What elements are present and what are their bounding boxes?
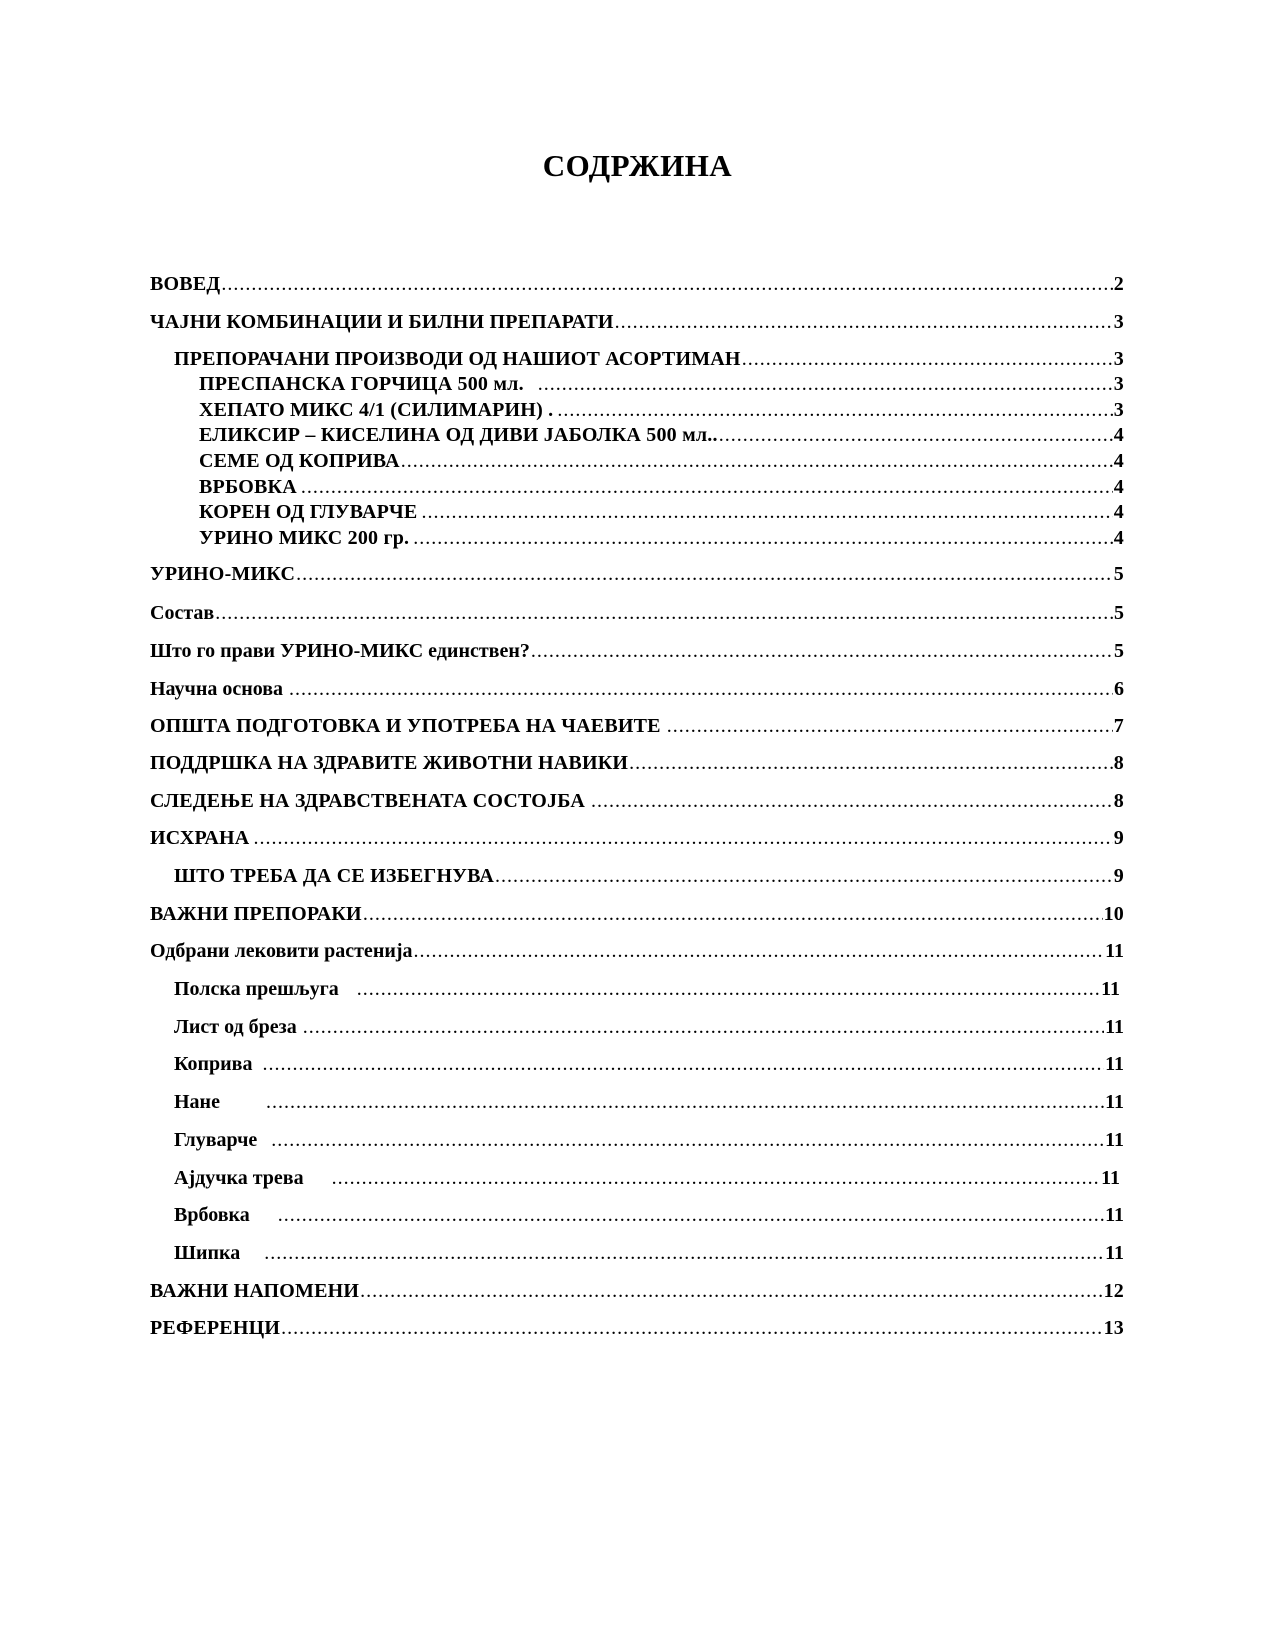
toc-entry-page: 4 — [1113, 501, 1124, 523]
toc-entry-page: 5 — [1113, 563, 1124, 585]
toc-entry-label: Глуварче — [174, 1129, 258, 1151]
toc-entry-label: Состав — [150, 602, 215, 624]
toc-entry-page: 11 — [1101, 1167, 1120, 1189]
toc-entry-page: 11 — [1101, 978, 1120, 1000]
dot-leader — [531, 639, 1113, 663]
toc-entry-page: 9 — [1113, 827, 1124, 849]
toc-entry[interactable] — [174, 1128, 1124, 1152]
dot-leader — [421, 500, 1112, 524]
toc-entry[interactable] — [150, 639, 1124, 663]
toc-entry-page: 9 — [1113, 865, 1124, 887]
toc-entry-page: 5 — [1114, 640, 1124, 662]
toc-entry-page: 11 — [1105, 1016, 1124, 1038]
toc-entry[interactable] — [150, 714, 1124, 738]
toc-entry[interactable] — [150, 562, 1124, 586]
dot-leader — [221, 272, 1112, 296]
toc-entry-page: 11 — [1105, 1091, 1124, 1113]
toc-entry-label: Врбовка — [174, 1204, 250, 1226]
toc-entry-page: 4 — [1113, 527, 1124, 549]
toc-entry-page: 3 — [1113, 348, 1124, 370]
toc-entry[interactable] — [199, 398, 1124, 422]
toc-entry-page: 13 — [1103, 1317, 1124, 1339]
toc-entry-label: ПРЕПОРАЧАНИ ПРОИЗВОДИ ОД НАШИОТ АСОРТИМАН — [174, 348, 741, 370]
toc-entry[interactable] — [174, 864, 1124, 888]
toc-entry-label: ВОВЕД — [150, 273, 221, 295]
toc-entry-label: УРИНО-МИКС — [150, 563, 296, 585]
dot-leader — [414, 939, 1105, 963]
dot-leader — [742, 347, 1113, 371]
toc-entry[interactable] — [150, 272, 1124, 296]
toc-entry-label: Научна основа — [150, 678, 284, 700]
toc-entry[interactable] — [199, 526, 1124, 550]
toc-entry-label: ХЕПАТО МИКС 4/1 (СИЛИМАРИН) . — [199, 399, 554, 421]
toc-entry-label: РЕФЕРЕНЦИ — [150, 1317, 281, 1339]
dot-leader — [557, 398, 1112, 422]
dot-leader — [278, 1203, 1104, 1227]
dot-leader — [538, 372, 1113, 396]
toc-entry-page: 2 — [1113, 273, 1124, 295]
toc-entry-label: ЧАЈНИ КОМБИНАЦИИ И БИЛНИ ПРЕПАРАТИ — [150, 311, 614, 333]
page-title: СОДРЖИНА — [542, 148, 733, 183]
toc-entry-page: 3 — [1113, 311, 1124, 333]
toc-entry[interactable] — [174, 977, 1120, 1001]
toc-entry-page: 10 — [1103, 903, 1124, 925]
toc-entry[interactable] — [199, 449, 1124, 473]
dot-leader — [360, 1279, 1102, 1303]
toc-entry-label: ВРБОВКА — [199, 476, 297, 498]
toc-entry[interactable] — [174, 1090, 1124, 1114]
toc-entry-page: 12 — [1103, 1280, 1124, 1302]
dot-leader — [271, 1128, 1104, 1152]
toc-entry[interactable] — [174, 1166, 1120, 1190]
toc-entry-page: 7 — [1113, 715, 1124, 737]
dot-leader — [615, 310, 1113, 334]
toc-entry[interactable] — [150, 1279, 1124, 1303]
toc-entry-label: Коприва — [174, 1053, 253, 1075]
toc-entry-page: 3 — [1113, 373, 1124, 395]
dot-leader — [215, 601, 1113, 625]
toc-entry-page: 3 — [1113, 399, 1124, 421]
toc-entry-label: Што го прави УРИНО-МИКС единствен? — [150, 640, 530, 662]
toc-entry-label: ИСХРАНА — [150, 827, 250, 849]
dot-leader — [289, 677, 1113, 701]
dot-leader — [303, 1015, 1104, 1039]
dot-leader — [363, 902, 1103, 926]
toc-entry-label: Ајдучка трева — [174, 1167, 304, 1189]
dot-leader — [281, 1316, 1102, 1340]
toc-entry[interactable] — [150, 677, 1124, 701]
toc-entry[interactable] — [199, 475, 1124, 499]
toc-entry-label: ШТО ТРЕБА ДА СЕ ИЗБЕГНУВА — [174, 865, 495, 887]
toc-entry-page: 6 — [1114, 678, 1124, 700]
toc-entry[interactable] — [150, 1316, 1124, 1340]
toc-entry[interactable] — [174, 1052, 1124, 1076]
toc-entry-label: ВАЖНИ НАПОМЕНИ — [150, 1280, 360, 1302]
toc-entry-label: Полска прешљуга — [174, 978, 339, 1000]
toc-entry-page: 11 — [1105, 940, 1124, 962]
toc-entry-page: 5 — [1114, 602, 1124, 624]
toc-entry[interactable] — [174, 1241, 1124, 1265]
dot-leader — [591, 789, 1113, 813]
dot-leader — [296, 562, 1113, 586]
toc-entry[interactable] — [199, 372, 1124, 396]
dot-leader — [629, 751, 1113, 775]
toc-entry[interactable] — [174, 347, 1124, 371]
toc-entry-page: 4 — [1113, 424, 1124, 446]
toc-entry[interactable] — [150, 601, 1124, 625]
dot-leader — [332, 1166, 1101, 1190]
toc-entry[interactable] — [150, 751, 1124, 775]
toc-entry-label: Шипка — [174, 1242, 241, 1264]
dot-leader — [301, 475, 1113, 499]
toc-entry-label: ВАЖНИ ПРЕПОРАКИ — [150, 903, 362, 925]
toc-entry-label: Лист од бреза — [174, 1016, 297, 1038]
dot-leader — [401, 449, 1113, 473]
dot-leader — [253, 826, 1112, 850]
toc-entry-label: СЕМЕ ОД КОПРИВА — [199, 450, 400, 472]
toc-entry[interactable] — [199, 500, 1124, 524]
toc-entry-label: КОРЕН ОД ГЛУВАРЧЕ — [199, 501, 418, 523]
toc-entry-page: 11 — [1105, 1129, 1124, 1151]
dot-leader — [413, 526, 1113, 550]
toc-entry[interactable] — [174, 1203, 1124, 1227]
toc-entry-page: 11 — [1105, 1053, 1124, 1075]
toc-entry[interactable] — [150, 789, 1124, 813]
toc-entry-label: ОПШТА ПОДГОТОВКА И УПОТРЕБА НА ЧАЕВИТЕ — [150, 715, 661, 737]
toc-entry-page: 4 — [1113, 450, 1124, 472]
dot-leader — [667, 714, 1113, 738]
toc-entry-page: 8 — [1113, 790, 1124, 812]
toc-entry[interactable] — [150, 826, 1124, 850]
dot-leader — [495, 864, 1113, 888]
toc-entry-label: ПОДДРШКА НА ЗДРАВИТЕ ЖИВОТНИ НАВИКИ — [150, 752, 629, 774]
toc-entry-page: 11 — [1105, 1242, 1124, 1264]
toc-entry[interactable] — [150, 902, 1124, 926]
toc-entry-page: 4 — [1113, 476, 1124, 498]
toc-entry-label: Нане — [174, 1091, 220, 1113]
toc-entry[interactable] — [150, 310, 1124, 334]
toc-entry-label: ПРЕСПАНСКА ГОРЧИЦА 500 мл. — [199, 373, 524, 395]
dot-leader — [266, 1090, 1104, 1114]
dot-leader — [264, 1241, 1104, 1265]
toc-entry-page: 11 — [1105, 1204, 1124, 1226]
toc-entry[interactable] — [150, 939, 1124, 963]
dot-leader — [719, 423, 1113, 447]
toc-entry[interactable] — [199, 423, 1124, 447]
toc-entry-label: УРИНО МИКС 200 гр. — [199, 527, 410, 549]
toc-entry-label: СЛЕДЕЊЕ НА ЗДРАВСТВЕНАТА СОСТОЈБА — [150, 790, 586, 812]
dot-leader — [357, 977, 1100, 1001]
toc-entry-page: 8 — [1113, 752, 1124, 774]
toc-entry-label: Одбрани лековити растенија — [150, 940, 413, 962]
toc-entry-label: ЕЛИКСИР – КИСЕЛИНА ОД ДИВИ ЈАБОЛКА 500 мл.. — [199, 424, 718, 446]
toc-entry[interactable] — [174, 1015, 1124, 1039]
dot-leader — [262, 1052, 1104, 1076]
